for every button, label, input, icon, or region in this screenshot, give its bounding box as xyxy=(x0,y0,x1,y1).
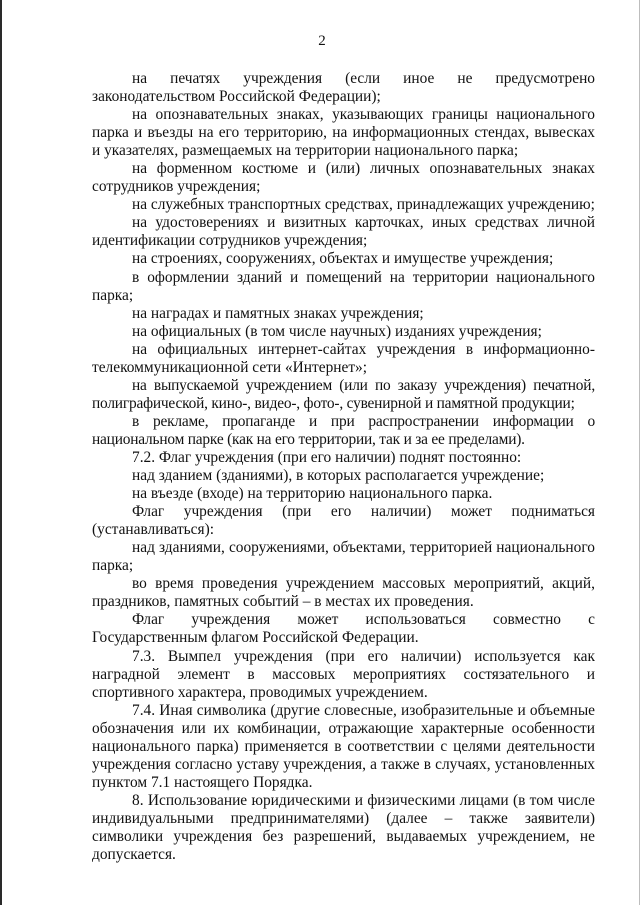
paragraph-flag-may-be-raised: Флаг учреждения (при его наличии) может подниматься (устанавливаться): xyxy=(92,503,595,539)
paragraph-websites: на официальных интернет-сайтах учреждения в информационно-телекоммуникационной сети «Интернет»; xyxy=(92,340,595,376)
paragraph-advertising: в рекламе, пропаганде и при распространении информации о национальном парке (как на его территории, так и за ее пределами). xyxy=(92,412,595,448)
paragraph-vehicles: на служебных транспортных средствах, принадлежащих учреждению; xyxy=(132,196,595,214)
paragraph-products: на выпускаемой учреждением (или по заказу учреждения) печатной, полиграфической, кино-, видео-, фото-, сувенирной и памятной продукции; xyxy=(92,376,595,412)
page-number: 2 xyxy=(318,33,326,49)
paragraph-flag-entrance: на въезде (входе) на территорию национального парка. xyxy=(132,485,493,503)
paragraph-7-3-pennant: 7.3. Вымпел учреждения (при его наличии) используется как наградной элемент в массовых мероприятиях состязательного и спортивного характера, проводимых учреждением. xyxy=(92,647,595,701)
paragraph-flag-over-buildings: над зданием (зданиями), в которых располагается учреждение; xyxy=(132,467,545,485)
paragraph-publications: на официальных (в том числе научных) изданиях учреждения; xyxy=(132,322,542,340)
paragraph-interior-design: в оформлении зданий и помещений на территории национального парка; xyxy=(92,268,595,304)
paragraph-7-4-other-symbols: 7.4. Иная символика (другие словесные, изобразительные и объемные обозначения или их комбинации, отражающие характерные особенности национального парка) применяется в соответствии с целями деятельности учреждения согласно уставу учреждения, а также в случаях, установленных пунктом 7.1 настоящего Порядка. xyxy=(92,701,595,791)
paragraph-awards: на наградах и памятных знаках учреждения; xyxy=(132,304,424,322)
paragraph-flag-state-flag: Флаг учреждения может использоваться совместно с Государственным флагом Российской Федерации. xyxy=(92,611,595,647)
paragraph-7-2-flag: 7.2. Флаг учреждения (при его наличии) поднят постоянно: xyxy=(132,448,522,466)
paragraph-id-cards: на удостоверениях и визитных карточках, иных средствах личной идентификации сотрудников учреждения; xyxy=(92,214,595,250)
paragraph-flag-over-territory: над зданиями, сооружениями, объектами, территорией национального парка; xyxy=(92,539,595,575)
paragraph-identification-signs: на опознавательных знаках, указывающих границы национального парка и въезды на его территорию, на информационных стендах, вывесках и указателях, размещаемых на территории национального парка; xyxy=(92,106,595,160)
paragraph-flag-events: во время проведения учреждением массовых мероприятий, акций, праздников, памятных событий – в местах их проведения. xyxy=(92,575,595,611)
paragraph-seals: на печатях учреждения (если иное не предусмотрено законодательством Российской Федерации); xyxy=(92,70,595,106)
paragraph-8-unauthorized-use: 8. Использование юридическими и физическими лицами (в том числе индивидуальными предпринимателями) (далее – также заявители) символики учреждения без разрешений, выдаваемых учреждением, не допускается. xyxy=(92,791,595,864)
document-body xyxy=(92,70,595,864)
paragraph-uniform: на форменном костюме и (или) личных опознавательных знаках сотрудников учреждения; xyxy=(92,160,595,196)
paragraph-buildings: на строениях, сооружениях, объектах и имуществе учреждения; xyxy=(132,250,554,268)
